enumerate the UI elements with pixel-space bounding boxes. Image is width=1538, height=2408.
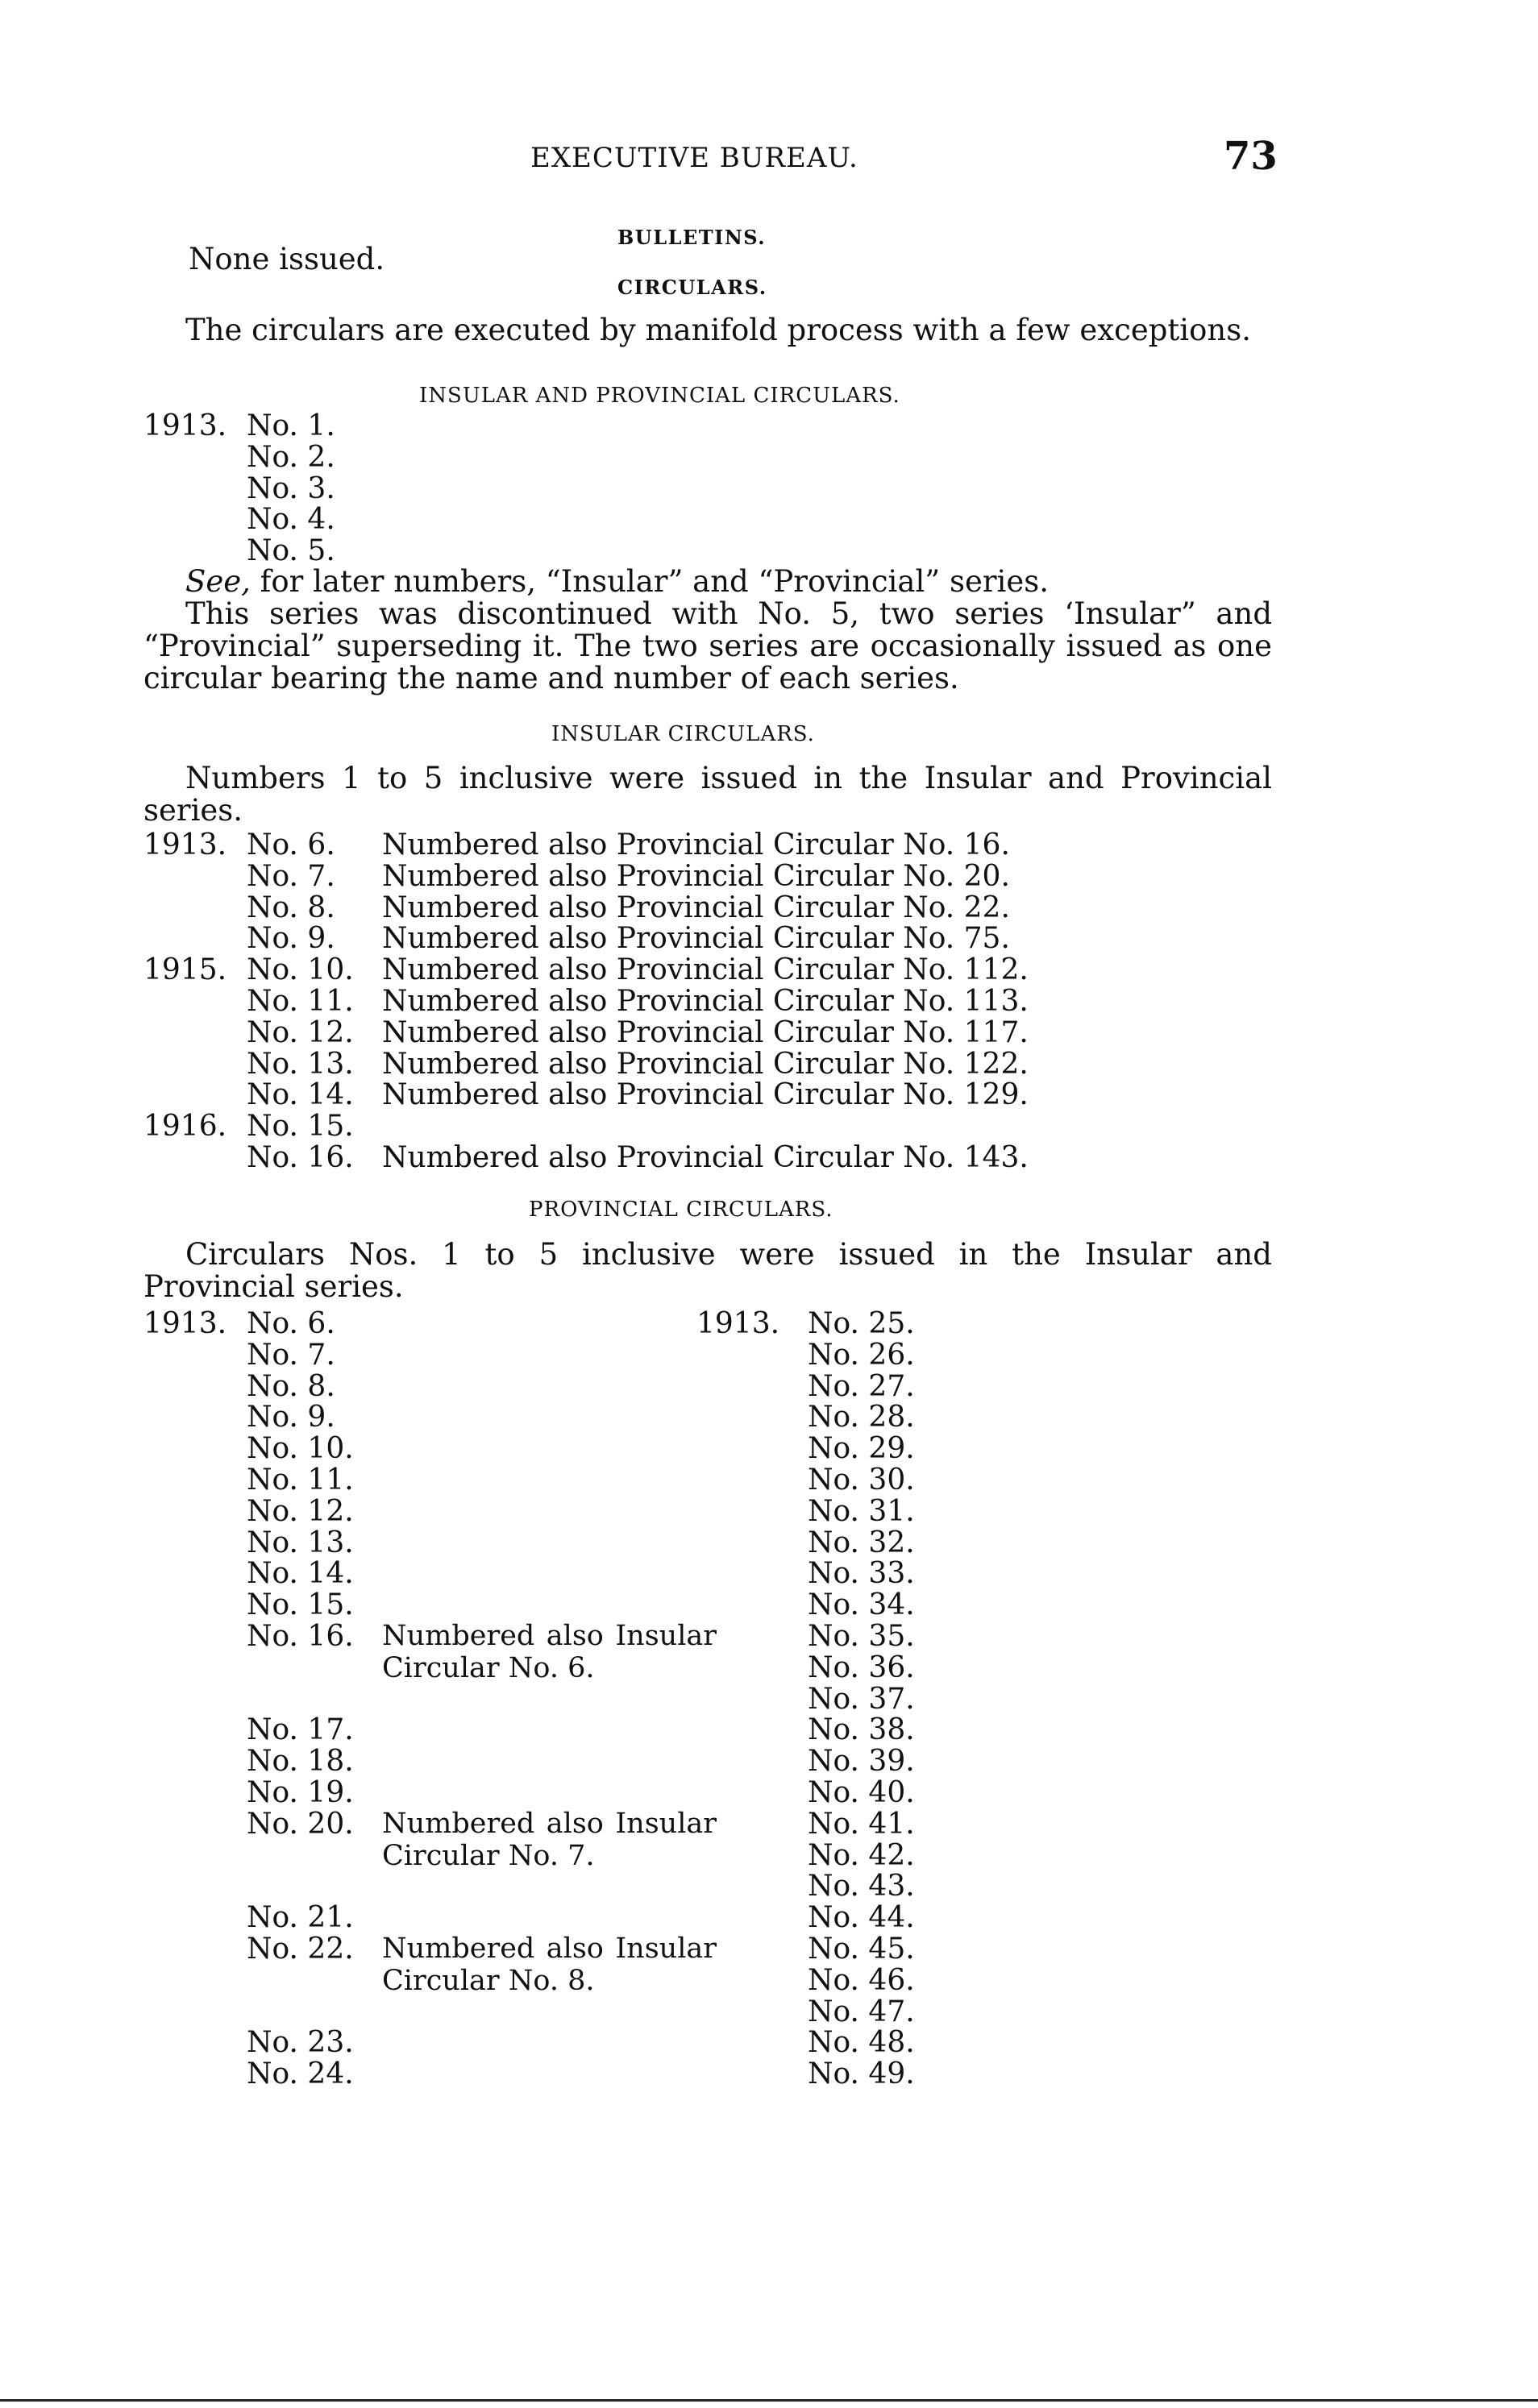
insular-provincial-heading: INSULAR AND PROVINCIAL CIRCULARS. xyxy=(419,384,900,408)
circular-number: No. 3. xyxy=(247,471,335,505)
discontinued-note: This series was discontinued with No. 5, two series ‘Insular” and “Provincial” superseding it. The two series are occasionally issued as one circular bearing the name and number of each series. xyxy=(143,596,1272,695)
see-rest: for later numbers, “Insular” and “Provincial” series. xyxy=(260,564,1050,599)
bulletins-heading: BULLETINS. xyxy=(617,226,767,249)
year-label: 1913. xyxy=(143,1307,227,1340)
circular-number: No. 17. xyxy=(247,1713,354,1747)
bottom-rule xyxy=(0,2399,1538,2402)
circular-number: No. 6. xyxy=(247,828,335,861)
circular-number: No. 49. xyxy=(808,2057,915,2091)
circular-number: No. 44. xyxy=(808,1901,915,1935)
circular-number: No. 7. xyxy=(247,1338,335,1372)
circular-number: No. 15. xyxy=(247,1588,354,1622)
circular-number: No. 43. xyxy=(808,1870,915,1904)
year-label: 1913. xyxy=(143,828,227,861)
circular-number: No. 31. xyxy=(808,1494,915,1528)
circular-number: No. 1. xyxy=(247,409,335,442)
circular-number: No. 11. xyxy=(247,1463,354,1497)
circular-number: No. 25. xyxy=(808,1307,915,1340)
see-also-note xyxy=(143,566,1272,598)
circular-number: No. 27. xyxy=(808,1369,915,1403)
circular-number: No. 12. xyxy=(247,1494,354,1528)
circular-number: No. 48. xyxy=(808,2026,915,2060)
circular-number: No. 46. xyxy=(808,1963,915,1997)
cross-reference: Numbered also Provincial Circular No. 113. xyxy=(382,985,1029,1018)
circular-number: No. 32. xyxy=(808,1526,915,1559)
circular-number: No. 40. xyxy=(808,1776,915,1809)
cross-reference: Numbered also Provincial Circular No. 16. xyxy=(382,828,1010,861)
circular-number: No. 16. xyxy=(247,1620,354,1653)
circular-number: No. 22. xyxy=(247,1933,354,1966)
cross-reference: Numbered also Provincial Circular No. 20. xyxy=(382,859,1010,893)
circular-number: No. 41. xyxy=(808,1807,915,1841)
circular-number: No. 37. xyxy=(808,1682,915,1716)
circular-number: No. 14. xyxy=(247,1557,354,1591)
cross-reference: Numbered also Provincial Circular No. 129. xyxy=(382,1078,1029,1112)
circular-number: No. 18. xyxy=(247,1745,354,1779)
cross-reference: Numbered also Provincial Circular No. 112. xyxy=(382,953,1029,987)
circular-number: No. 6. xyxy=(247,1307,335,1340)
circular-number: No. 26. xyxy=(808,1338,915,1372)
circular-number: No. 23. xyxy=(247,2026,354,2060)
circular-number: No. 2. xyxy=(247,440,335,474)
circular-number: No. 8. xyxy=(247,1369,335,1403)
circular-number: No. 45. xyxy=(808,1933,915,1966)
circular-number: No. 13. xyxy=(247,1047,354,1081)
circular-number: No. 24. xyxy=(247,2057,354,2091)
circular-number: No. 28. xyxy=(808,1401,915,1434)
circular-number: No. 16. xyxy=(247,1141,354,1174)
circular-number: No. 29. xyxy=(808,1432,915,1466)
circular-number: No. 34. xyxy=(808,1588,915,1622)
insular-heading: INSULAR CIRCULARS. xyxy=(551,722,815,746)
circular-number: No. 10. xyxy=(247,1432,354,1466)
cross-reference: Numbered also Provincial Circular No. 122. xyxy=(382,1047,1029,1081)
circular-number: No. 42. xyxy=(808,1838,915,1872)
circular-number: No. 9. xyxy=(247,1401,335,1434)
circular-number: No. 8. xyxy=(247,891,335,924)
circular-number: No. 10. xyxy=(247,953,354,987)
circular-number: No. 15. xyxy=(247,1110,354,1144)
cross-reference: Numbered also Provincial Circular No. 22. xyxy=(382,891,1010,924)
circular-number: No. 12. xyxy=(247,1015,354,1049)
circulars-heading: CIRCULARS. xyxy=(617,276,767,299)
circular-number: No. 20. xyxy=(247,1807,354,1841)
cross-reference: Numbered also Provincial Circular No. 143. xyxy=(382,1141,1029,1174)
circular-number: No. 7. xyxy=(247,859,335,893)
circular-number: No. 11. xyxy=(247,985,354,1018)
circular-number: No. 38. xyxy=(808,1713,915,1747)
cross-reference: Numbered also Provincial Circular No. 117. xyxy=(382,1015,1029,1049)
provincial-heading: PROVINCIAL CIRCULARS. xyxy=(529,1198,833,1222)
cross-reference: Numbered also Insular Circular No. 6. xyxy=(382,1620,717,1684)
circular-number: No. 13. xyxy=(247,1526,354,1559)
cross-reference: Numbered also Insular Circular No. 7. xyxy=(382,1807,717,1872)
cross-reference: Numbered also Insular Circular No. 8. xyxy=(382,1933,717,1997)
circular-number: No. 5. xyxy=(247,534,335,568)
year-label: 1913. xyxy=(696,1307,780,1340)
circular-number: No. 9. xyxy=(247,922,335,956)
circular-number: No. 30. xyxy=(808,1463,915,1497)
circular-number: No. 21. xyxy=(247,1901,354,1935)
year-label: 1916. xyxy=(143,1110,227,1144)
circulars-intro: The circulars are executed by manifold process with a few exceptions. xyxy=(185,313,1251,347)
year-label: 1915. xyxy=(143,953,227,987)
circular-number: No. 39. xyxy=(808,1745,915,1779)
year-label: 1913. xyxy=(143,409,227,442)
circular-number: No. 47. xyxy=(808,1995,915,2028)
running-title: EXECUTIVE BUREAU. xyxy=(530,142,858,174)
circular-number: No. 4. xyxy=(247,503,335,537)
bulletins-text: None issued. xyxy=(189,242,385,276)
page-number: 73 xyxy=(1224,134,1278,179)
insular-intro: Numbers 1 to 5 inclusive were issued in the Insular and Provincial series. xyxy=(143,761,1272,828)
provincial-intro: Circulars Nos. 1 to 5 inclusive were issued in the Insular and Provincial series. xyxy=(143,1237,1272,1304)
see-word: See, xyxy=(185,564,251,599)
circular-number: No. 35. xyxy=(808,1620,915,1653)
circular-number: No. 36. xyxy=(808,1650,915,1684)
circular-number: No. 19. xyxy=(247,1776,354,1809)
circular-number: No. 33. xyxy=(808,1557,915,1591)
cross-reference: Numbered also Provincial Circular No. 75. xyxy=(382,922,1010,956)
circular-number: No. 14. xyxy=(247,1078,354,1112)
